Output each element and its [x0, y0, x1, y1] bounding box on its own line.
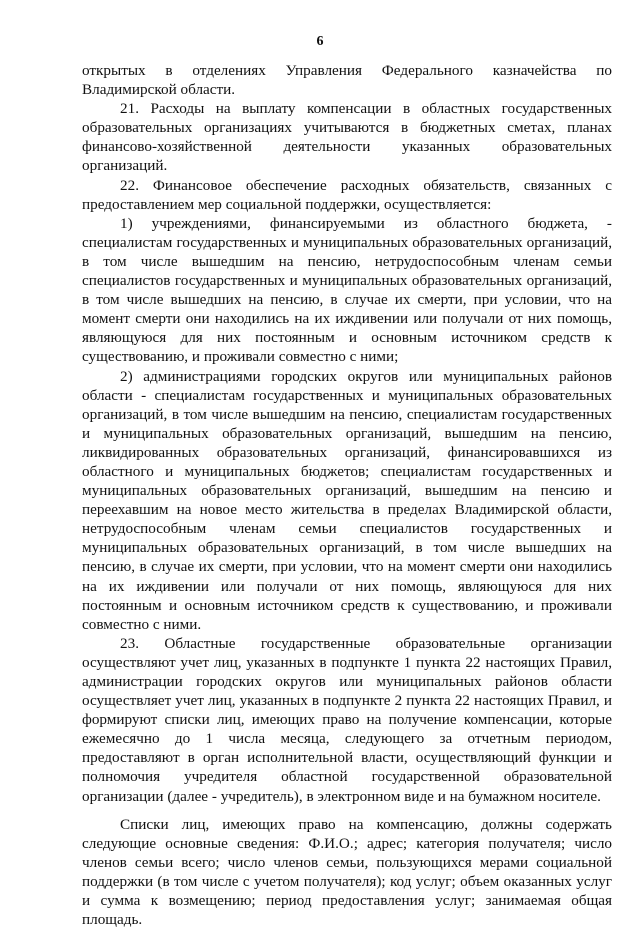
document-body [82, 61, 612, 929]
paragraph-22-item-1: 1) учреждениями, финансируемыми из областного бюджета, - специалистам государственных и муниципальных образовательных организаций, в том числе вышедшим на пенсию, нетрудоспособным членам семьи специалистов государственных и муниципальных образовательных организаций, в том числе вышедших на пенсию, в случае их смерти, при условии, что на момент смерти они находились на их иждивении или получали от них помощь, являющуюся для них постоянным и основным источником средств к существованию, и проживали совместно с ними; [82, 214, 612, 366]
paragraph-gap [82, 806, 612, 815]
paragraph-21: 21. Расходы на выплату компенсации в областных государственных образовательных организациях учитываются в бюджетных сметах, планах финансово-хозяйственной деятельности указанных образовательных организаций. [82, 100, 612, 175]
paragraph-23-lists: Списки лиц, имеющих право на компенсацию, должны содержать следующие основные сведения: Ф.И.О.; адрес; категория получателя; число членов семьи всего; число членов семьи, пользующихся мерами социальной поддержки (в том числе с учетом получателя); код услуг; объем оказанных услуг и сумма к возмещению; период предоставления услуг; занимаемая общая площадь. [82, 815, 612, 929]
page-number: 6 [316, 34, 324, 49]
paragraph-22: 22. Финансовое обеспечение расходных обязательств, связанных с предоставлением мер социальной поддержки, осуществляется: [82, 176, 612, 213]
paragraph-22-item-2: 2) администрациями городских округов или муниципальных районов области - специалистам государственных и муниципальных образовательных организаций, в том числе вышедшим на пенсию, специалистам государственных и муниципальных образовательных организаций, вышедшим на пенсию, ликвидированных образовательных организаций, финансировавшихся из областного и муниципальных бюджетов; специалистам государственных и муниципальных образовательных организаций, вышедшим на пенсию и переехавшим на новое место жительства в пределах Владимирской области, нетрудоспособным членам семьи специалистов государственных и муниципальных образовательных организаций, в том числе вышедших на пенсию, в случае их смерти, при условии, что на момент смерти они находились на их иждивении или получали от них помощь, являющуюся для них постоянным и основным источником средств к существованию, и проживали совместно с ними. [82, 367, 612, 633]
paragraph-continuation: открытых в отделениях Управления Федерального казначейства по Владимирской области. [82, 62, 612, 99]
paragraph-23: 23. Областные государственные образовательные организации осуществляют учет лиц, указанных в подпункте 1 пункта 22 настоящих Правил, администрации городских округов или муниципальных районов области осуществляет учет лиц, указанных в подпункте 2 пункта 22 настоящих Правил, и формируют списки лиц, имеющих право на получение компенсации, которые ежемесячно до 1 числа месяца, следующего за отчетным периодом, предоставляют в орган исполнительной власти, осуществляющий функции и полномочия учредителя областной государственной образовательной организации (далее - учредитель), в электронном виде и на бумажном носителе. [82, 634, 612, 805]
